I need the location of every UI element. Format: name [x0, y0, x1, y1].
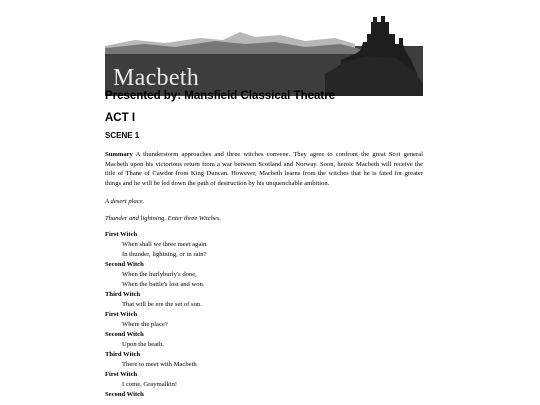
act-heading: ACT I	[105, 112, 136, 124]
presented-by-heading: Presented by: Mansfield Classical Theatre	[105, 90, 336, 102]
dialogue-line: When the hurlyburly's done,	[122, 271, 197, 278]
header-banner	[105, 14, 423, 96]
dialogue-line: When shall we three meet again	[122, 241, 207, 248]
dialogue-line: Upon the heath.	[122, 341, 164, 348]
dialogue-line: That will be ere the set of sun.	[122, 301, 202, 308]
stage-direction-entrance: Thunder and lightning. Enter three Witches.	[105, 215, 222, 222]
scene-summary	[105, 150, 423, 188]
summary-label: Summary	[105, 151, 133, 158]
speaker-name: Third Witch	[105, 291, 141, 298]
dialogue-line: There to meet with Macbeth	[122, 361, 197, 368]
script-dialogue	[105, 230, 423, 400]
dialogue-line: Where the place?	[122, 321, 168, 328]
dialogue-line: I come, Graymalkin!	[122, 381, 178, 388]
scene-heading: SCENE 1	[105, 131, 140, 140]
speaker-name: First Witch	[105, 371, 138, 378]
dialogue-line: When the battle's lost and won.	[122, 281, 205, 288]
banner-title: Macbeth	[113, 65, 200, 91]
summary-text: A thunderstorm approaches and three witches convene. They agree to confront the great Scot general Macbeth upon his victorious return from a war between Scotland and Norway. Soon, heroic Macbeth will receive the title of Thane of Cawdor from King Duncan. However, Macbeth learns from the witches that he is fated for greater things and he will be led down the path of destruction by his unquenchable ambition.	[105, 151, 423, 187]
speaker-name: First Witch	[105, 311, 138, 318]
dialogue-line: In thunder, lightning, or in rain?	[122, 251, 207, 258]
speaker-name: First Witch	[105, 231, 138, 238]
speaker-name: Second Witch	[105, 331, 144, 338]
speaker-name: Second Witch	[105, 391, 144, 398]
speaker-name: Third Witch	[105, 351, 141, 358]
stage-direction-setting: A desert place.	[105, 198, 145, 205]
page-content	[105, 0, 423, 398]
speaker-name: Second Witch	[105, 261, 144, 268]
